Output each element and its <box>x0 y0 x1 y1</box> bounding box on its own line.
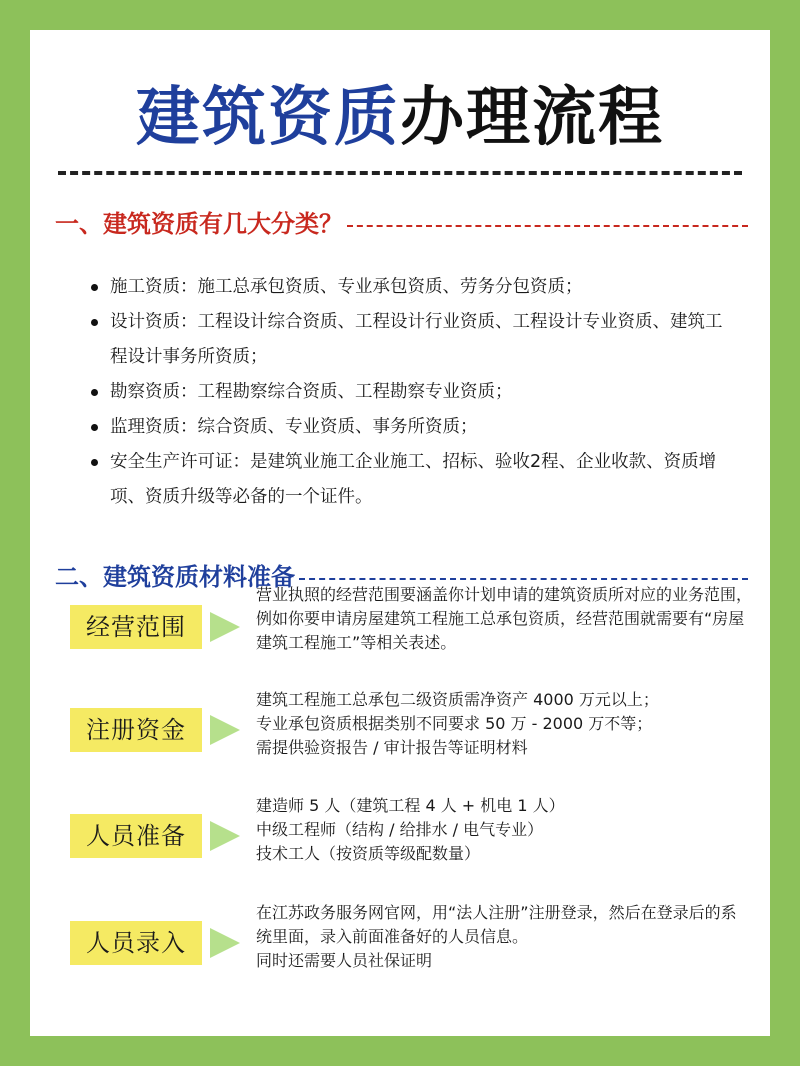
material-line: 在江苏政务服务网官网，用“法人注册”注册登录，然后在登录后的系统里面，录入前面准备好的人员信息。 <box>256 903 737 946</box>
list-item: 设计资质：工程设计综合资质、工程设计行业资质、工程设计专业资质、建筑工程设计事务所资质； <box>88 305 728 375</box>
arrow-right-icon <box>210 715 240 745</box>
qualification-list <box>88 270 728 515</box>
content-card <box>30 30 770 1036</box>
badge-registered-capital: 注册资金 <box>70 708 202 752</box>
section1-dashed-line <box>347 225 748 227</box>
arrow-right-icon <box>210 821 240 851</box>
material-line: 技术工人（按资质等级配数量） <box>256 844 481 863</box>
material-row-business-scope <box>70 583 753 673</box>
section1-heading: 一、建筑资质有几大分类？ <box>55 210 343 238</box>
material-text <box>256 794 752 866</box>
title-part2: 办理流程 <box>400 81 664 155</box>
badge-personnel-entry: 人员录入 <box>70 921 202 965</box>
badge-personnel: 人员准备 <box>70 814 202 858</box>
page-title <box>30 78 770 158</box>
material-text <box>256 583 752 655</box>
material-row-personnel-entry <box>70 901 750 991</box>
section1-heading-row <box>55 207 748 241</box>
arrow-right-icon <box>210 612 240 642</box>
section2-dashed-line <box>299 578 748 580</box>
arrow-right-icon <box>210 928 240 958</box>
material-line: 建筑工程施工总承包二级资质需净资产 4000 万元以上； <box>256 690 659 709</box>
title-part1: 建筑资质 <box>136 81 400 155</box>
title-divider <box>58 171 742 175</box>
material-row-personnel <box>70 794 750 884</box>
material-line: 同时还需要人员社保证明 <box>256 951 433 970</box>
list-item: 勘察资质：工程勘察综合资质、工程勘察专业资质； <box>88 375 728 410</box>
material-line: 需提供验资报告 / 审计报告等证明材料 <box>256 738 528 757</box>
list-item: 施工资质：施工总承包资质、专业承包资质、劳务分包资质； <box>88 270 728 305</box>
material-line: 营业执照的经营范围要涵盖你计划申请的建筑资质所对应的业务范围，例如你要申请房屋建筑工程施工总承包资质，经营范围就需要有“房屋建筑工程施工”等相关表述。 <box>256 585 753 652</box>
material-text <box>256 901 752 973</box>
list-item: 监理资质：综合资质、专业资质、事务所资质； <box>88 410 728 445</box>
material-text <box>256 688 752 760</box>
material-line: 建造师 5 人（建筑工程 4 人 + 机电 1 人） <box>256 796 565 815</box>
badge-business-scope: 经营范围 <box>70 605 202 649</box>
section2-heading: 二、建筑资质材料准备 <box>55 563 295 591</box>
material-line: 中级工程师（结构 / 给排水 / 电气专业） <box>256 820 544 839</box>
material-line: 专业承包资质根据类别不同要求 50 万 - 2000 万不等； <box>256 714 653 733</box>
material-row-registered-capital <box>70 688 750 778</box>
list-item: 安全生产许可证：是建筑业施工企业施工、招标、验收2程、企业收款、资质增项、资质升级等必备的一个证件。 <box>88 445 728 515</box>
